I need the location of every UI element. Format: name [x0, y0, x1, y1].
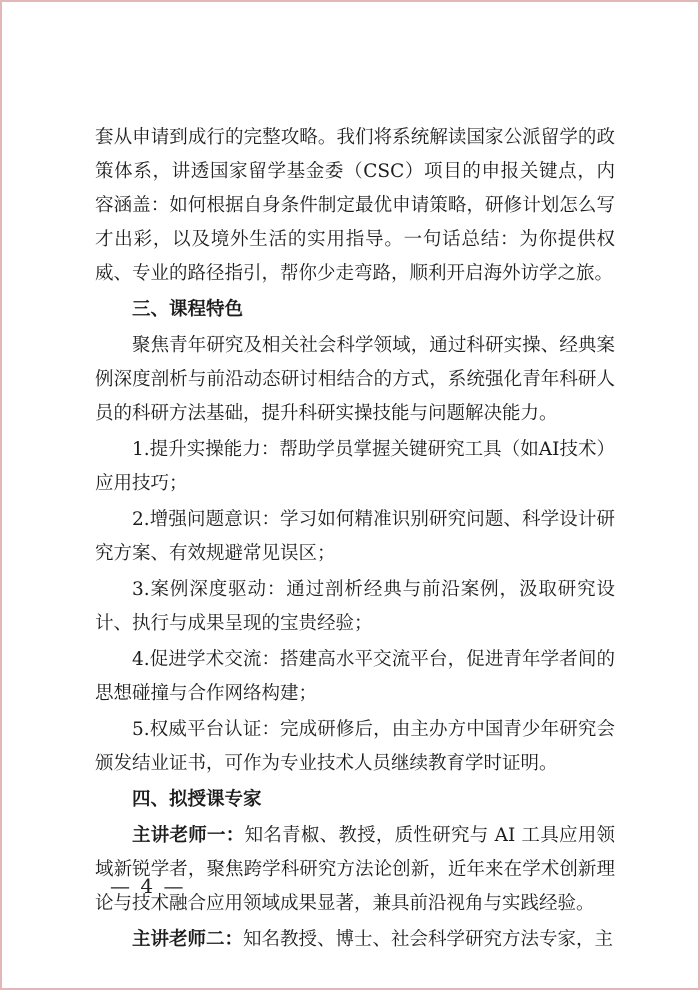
feature-item-4: 4.促进学术交流：搭建高水平交流平台，促进青年学者间的思想碰撞与合作网络构建；: [95, 649, 615, 704]
page-number: — 4 —: [110, 874, 186, 898]
lecturer-1-lead: 主讲老师一：: [132, 825, 245, 846]
lecturer-2-text: 知名教授、博士、社会科学研究方法专家，主: [243, 929, 614, 950]
section-heading-lecturers: 四、拟授课专家: [132, 789, 262, 810]
lecturer-1-paragraph: [95, 819, 615, 921]
course-features-paragraph: 聚焦青年研究及相关社会科学领域，通过科研实操、经典案例深度剖析与前沿动态研讨相结合的方式，系统强化青年科研人员的科研方法基础，提升科研实操技能与问题解决能力。: [95, 335, 615, 424]
page-border-left: [0, 0, 2, 990]
lecturer-1-text: 知名青椒、教授，质性研究与 AI 工具应用领域新锐学者，聚焦跨学科研究方法论创新，近年来在学术创新理论与技术融合应用领域成果显著，兼具前沿视角与实践经验。: [95, 825, 615, 914]
lecturer-2-lead: 主讲老师二：: [132, 929, 244, 950]
feature-item-3: 3.案例深度驱动：通过剖析经典与前沿案例，汲取研究设计、执行与成果呈现的宝贵经验；: [95, 579, 615, 634]
feature-item-1: 1.提升实操能力：帮助学员掌握关键研究工具（如AI技术）应用技巧；: [95, 439, 615, 494]
section-heading-course-features: 三、课程特色: [132, 299, 244, 320]
feature-item-2: 2.增强问题意识：学习如何精准识别研究问题、科学设计研究方案、有效规避常见误区；: [95, 509, 615, 564]
page-border-top: [0, 0, 700, 2]
lecturer-2-paragraph: [95, 923, 615, 957]
document-body: [95, 121, 615, 957]
feature-item-5: 5.权威平台认证：完成研修后，由主办方中国青少年研究会颁发结业证书，可作为专业技术人员继续教育学时证明。: [95, 719, 615, 774]
intro-paragraph: 套从申请到成行的完整攻略。我们将系统解读国家公派留学的政策体系，讲透国家留学基金委（CSC）项目的申报关键点，内容涵盖：如何根据自身条件制定最优申请策略，研修计划怎么写才出彩，以及境外生活的实用指导。一句话总结：为你提供权威、专业的路径指引，帮你少走弯路，顺利开启海外访学之旅。: [95, 127, 615, 284]
